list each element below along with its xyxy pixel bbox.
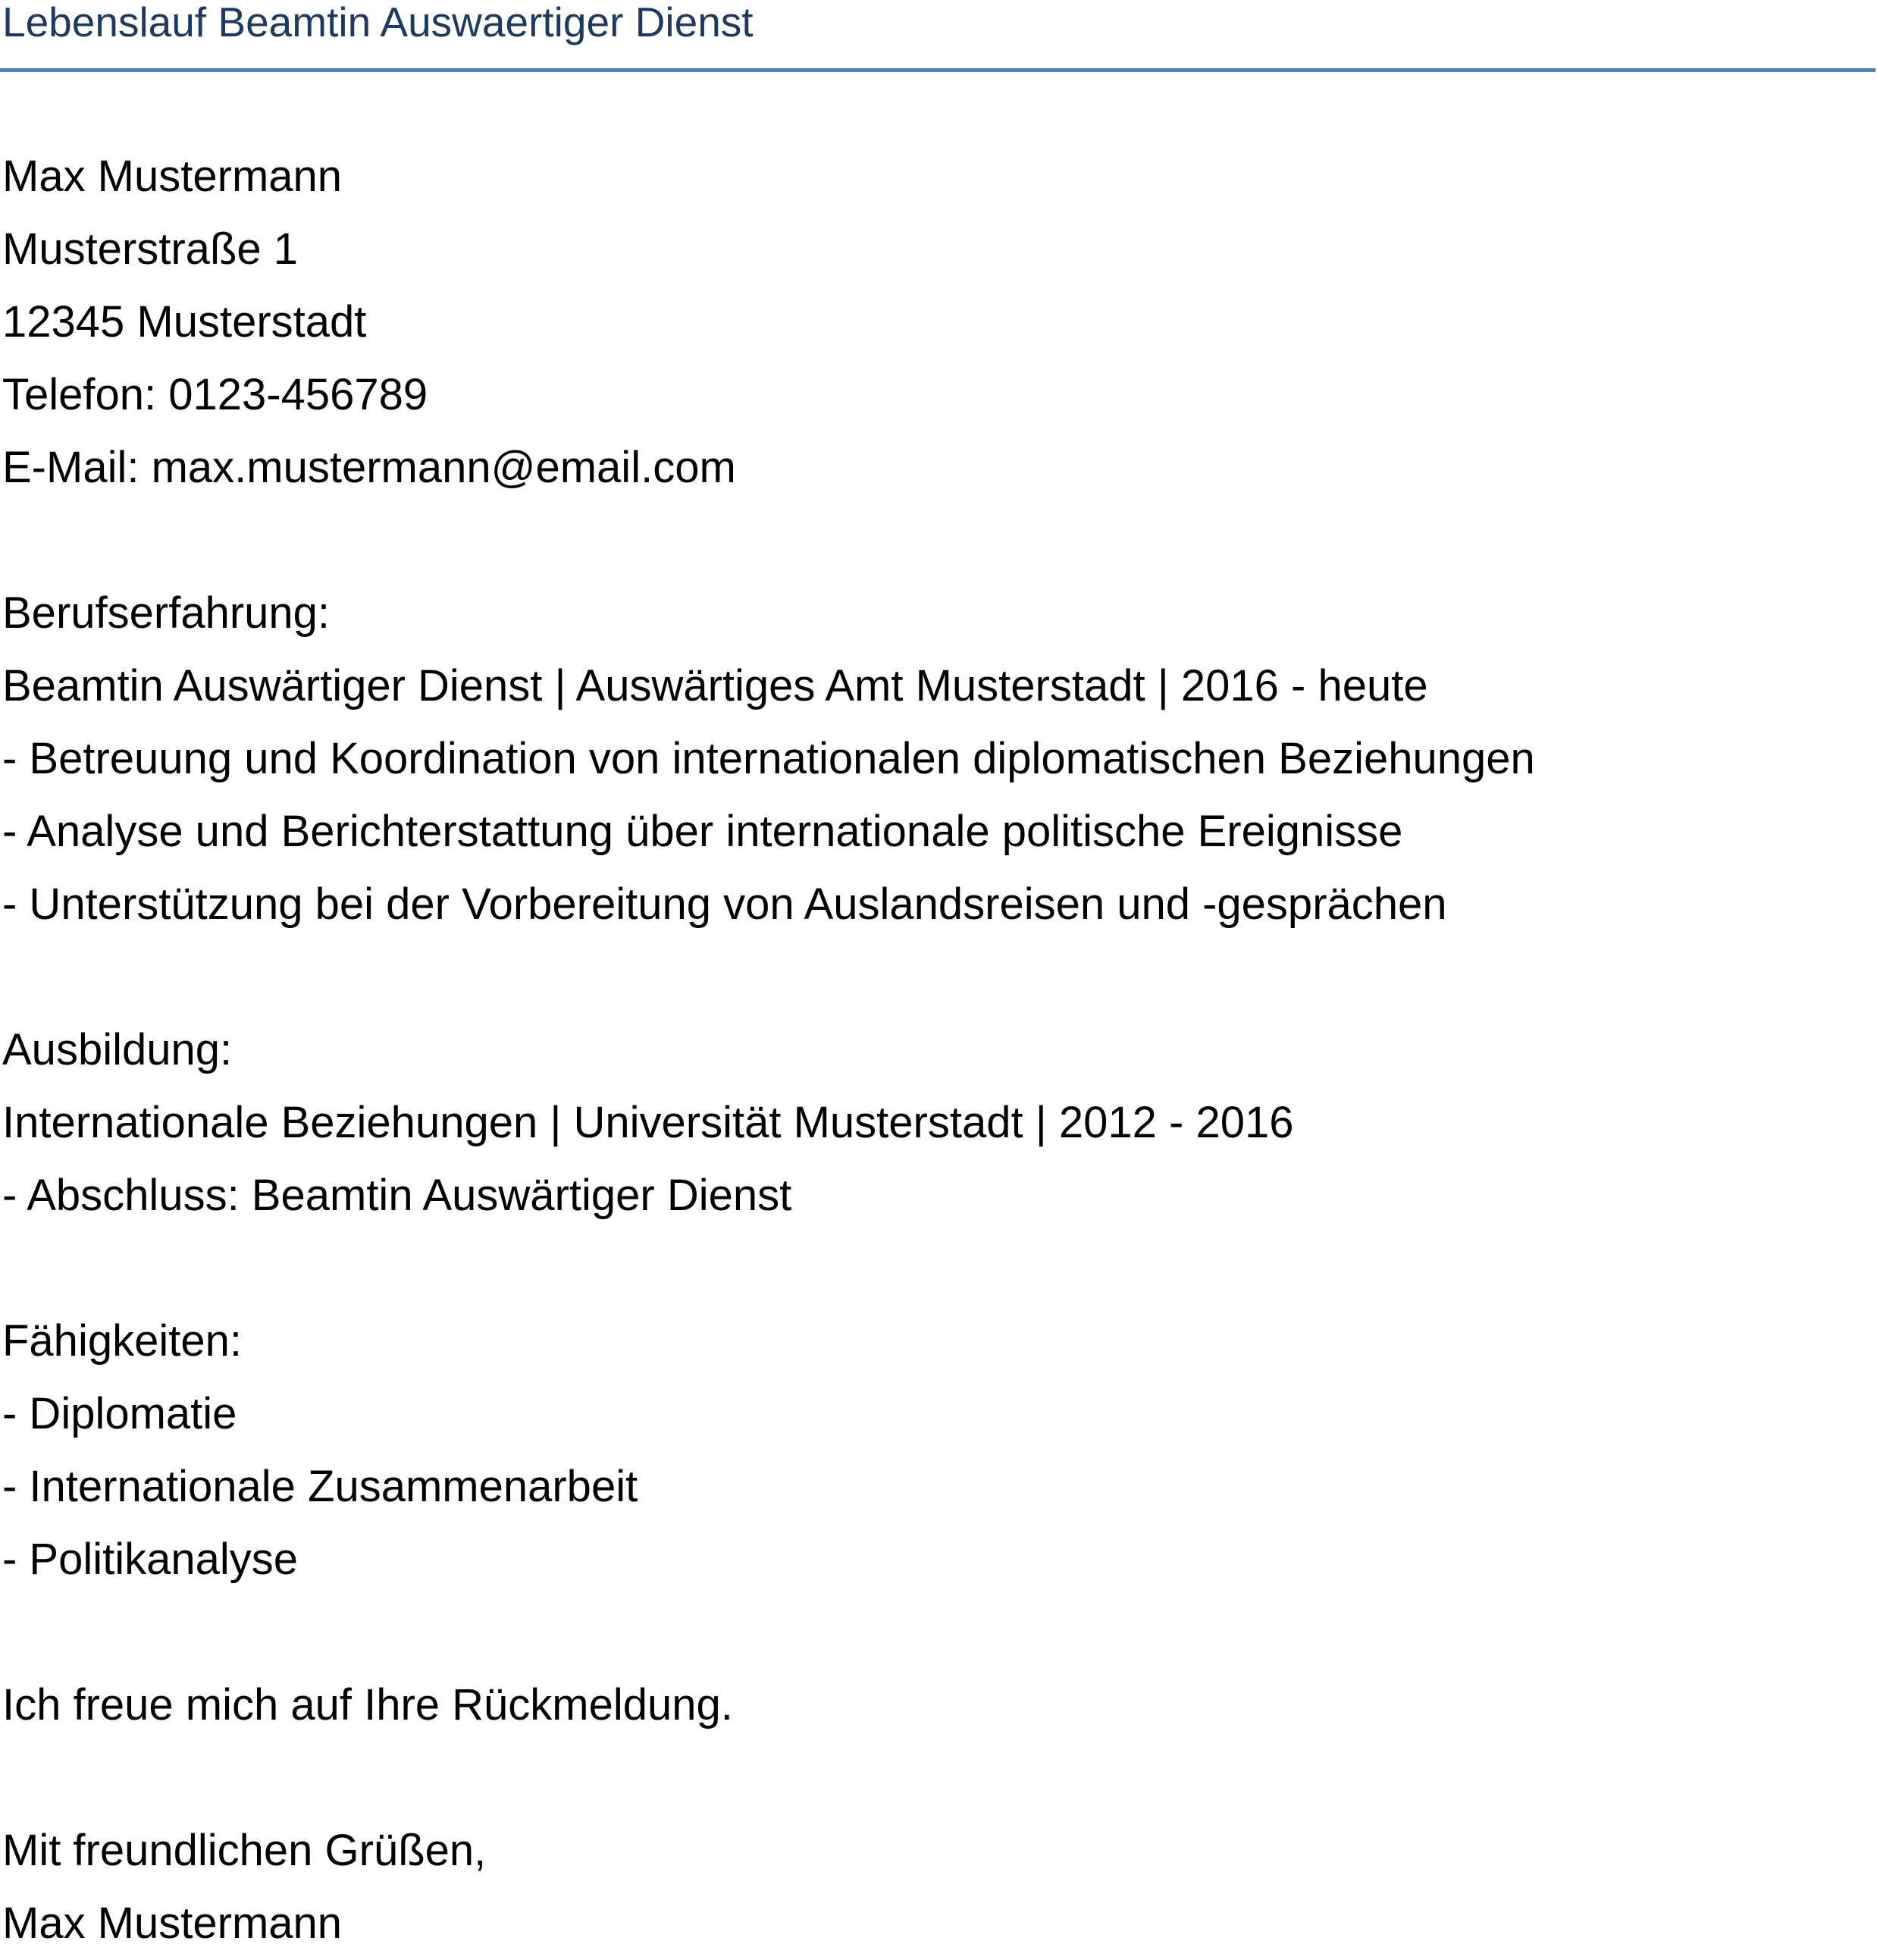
skills-bullet: - Politikanalyse [2, 1535, 299, 1584]
contact-phone: Telefon: 0123-456789 [2, 370, 428, 419]
skills-bullet: - Internationale Zusammenarbeit [2, 1462, 638, 1511]
contact-city: 12345 Musterstadt [2, 297, 367, 347]
closing-message: Ich freue mich auf Ihre Rückmeldung. [2, 1680, 733, 1730]
education-bullet: - Abschluss: Beamtin Auswärtiger Dienst [2, 1171, 792, 1220]
blank-line [2, 504, 1867, 577]
signature-name: Max Mustermann [2, 1899, 343, 1948]
experience-entry: Beamtin Auswärtiger Dienst | Auswärtiges Amt Musterstadt | 2016 - heute [2, 661, 1428, 710]
education-heading: Ausbildung: [2, 1025, 233, 1074]
resume-body [2, 140, 1867, 1960]
title-underline-divider [0, 68, 1875, 72]
skills-bullet: - Diplomatie [2, 1389, 237, 1438]
skills-heading: Fähigkeiten: [2, 1316, 242, 1366]
experience-bullet: - Unterstützung bei der Vorbereitung von Auslandsreisen und -gesprächen [2, 880, 1447, 929]
blank-line [2, 1742, 1867, 1814]
blank-line [2, 1596, 1867, 1669]
experience-bullet: - Analyse und Berichterstattung über internationale politische Ereignisse [2, 807, 1403, 856]
experience-heading: Berufserfahrung: [2, 588, 331, 638]
contact-email: E-Mail: max.mustermann@email.com [2, 443, 736, 492]
contact-street: Musterstraße 1 [2, 224, 298, 274]
education-entry: Internationale Beziehungen | Universität Musterstadt | 2012 - 2016 [2, 1098, 1294, 1147]
blank-line [2, 941, 1867, 1014]
document-title: Lebenslauf Beamtin Auswaertiger Dienst [2, 0, 754, 45]
closing-greeting: Mit freundlichen Grüßen, [2, 1826, 487, 1875]
contact-name: Max Mustermann [2, 152, 343, 201]
blank-line [2, 1232, 1867, 1305]
experience-bullet: - Betreuung und Koordination von internationalen diplomatischen Beziehungen [2, 734, 1535, 783]
